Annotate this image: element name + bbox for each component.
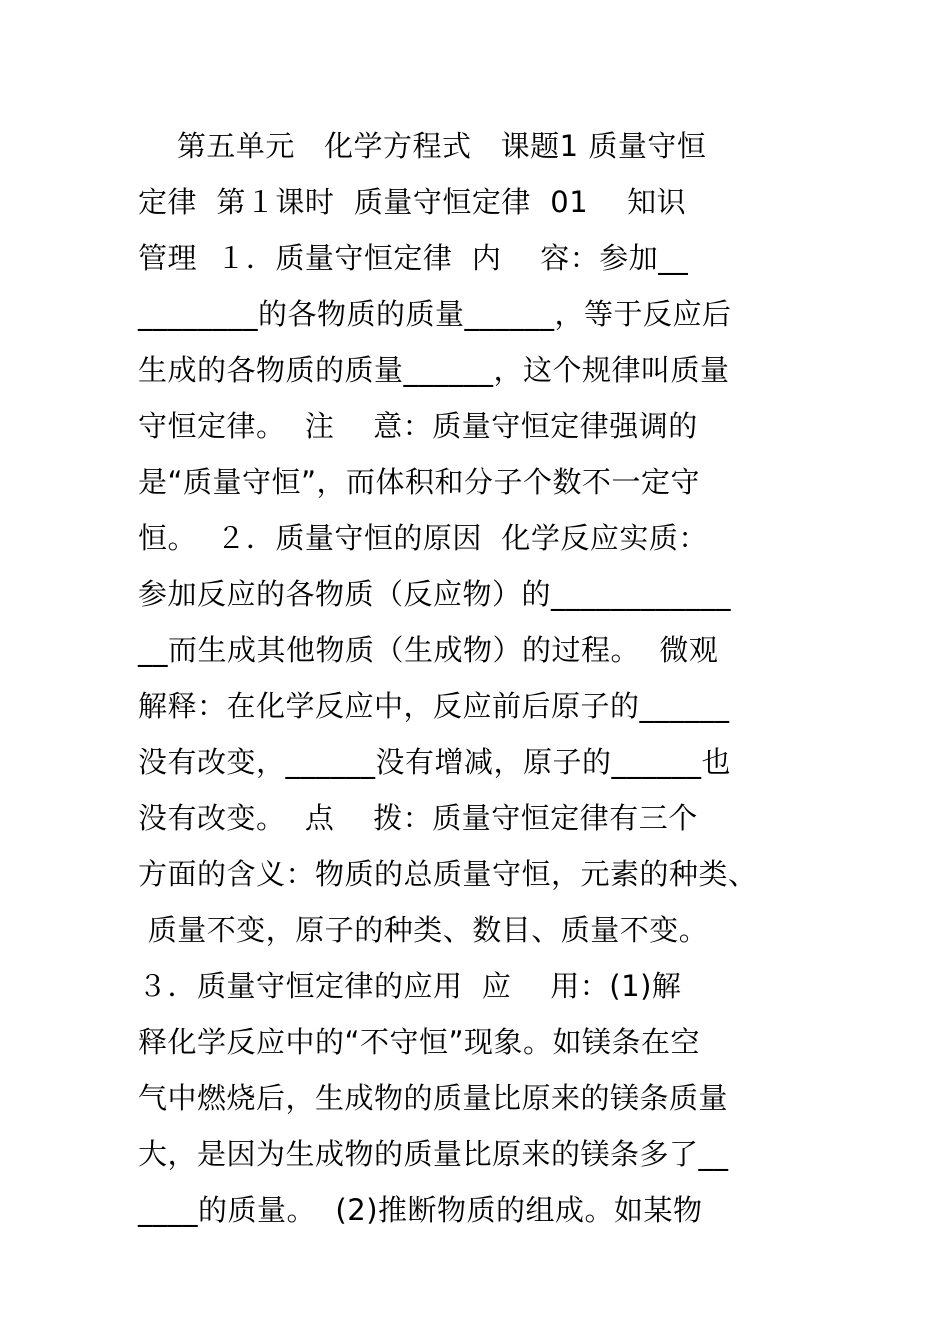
text-line-1: 第五单元 化学方程式 课题1 质量守恒 <box>138 129 707 163</box>
text-line-20: ____的质量。 (2)推断物质的组成。如某物 <box>138 1193 703 1227</box>
text-line-5: 生成的各物质的质量______，这个规律叫质量 <box>138 353 730 387</box>
text-line-11: 解释：在化学反应中，反应前后原子的______ <box>138 689 730 723</box>
text-line-7: 是“质量守恒”，而体积和分子个数不一定守 <box>138 465 701 499</box>
text-line-4: ________的各物质的质量______，等于反应后 <box>138 297 732 331</box>
text-line-10: __而生成其他物质（生成物）的过程。 微观 <box>138 633 719 667</box>
text-line-3: 管理 １．质量守恒定律 内 容：参加__ <box>138 241 689 275</box>
text-line-9: 参加反应的各物质（反应物）的____________ <box>138 577 732 611</box>
text-line-6: 守恒定律。 注 意：质量守恒定律强调的 <box>138 409 698 443</box>
text-line-17: 释化学反应中的“不守恒”现象。如镁条在空 <box>138 1025 701 1059</box>
text-line-12: 没有改变，______没有增减，原子的______也 <box>138 745 732 779</box>
text-line-2: 定律 第１课时 质量守恒定律 01 知识 <box>138 185 687 219</box>
text-line-8: 恒。 ２．质量守恒的原因 化学反应实质： <box>138 521 708 555</box>
text-line-13: 没有改变。 点 拨：质量守恒定律有三个 <box>138 801 698 835</box>
text-line-18: 气中燃烧后，生成物的质量比原来的镁条质量 <box>138 1081 729 1115</box>
text-line-14: 方面的含义：物质的总质量守恒，元素的种类、 <box>138 857 758 891</box>
text-line-16: ３．质量守恒定律的应用 应 用：(1)解 <box>138 969 682 1003</box>
text-line-15: 质量不变，原子的种类、数目、质量不变。 <box>138 913 709 947</box>
text-line-19: 大，是因为生成物的质量比原来的镁条多了__ <box>138 1137 729 1171</box>
